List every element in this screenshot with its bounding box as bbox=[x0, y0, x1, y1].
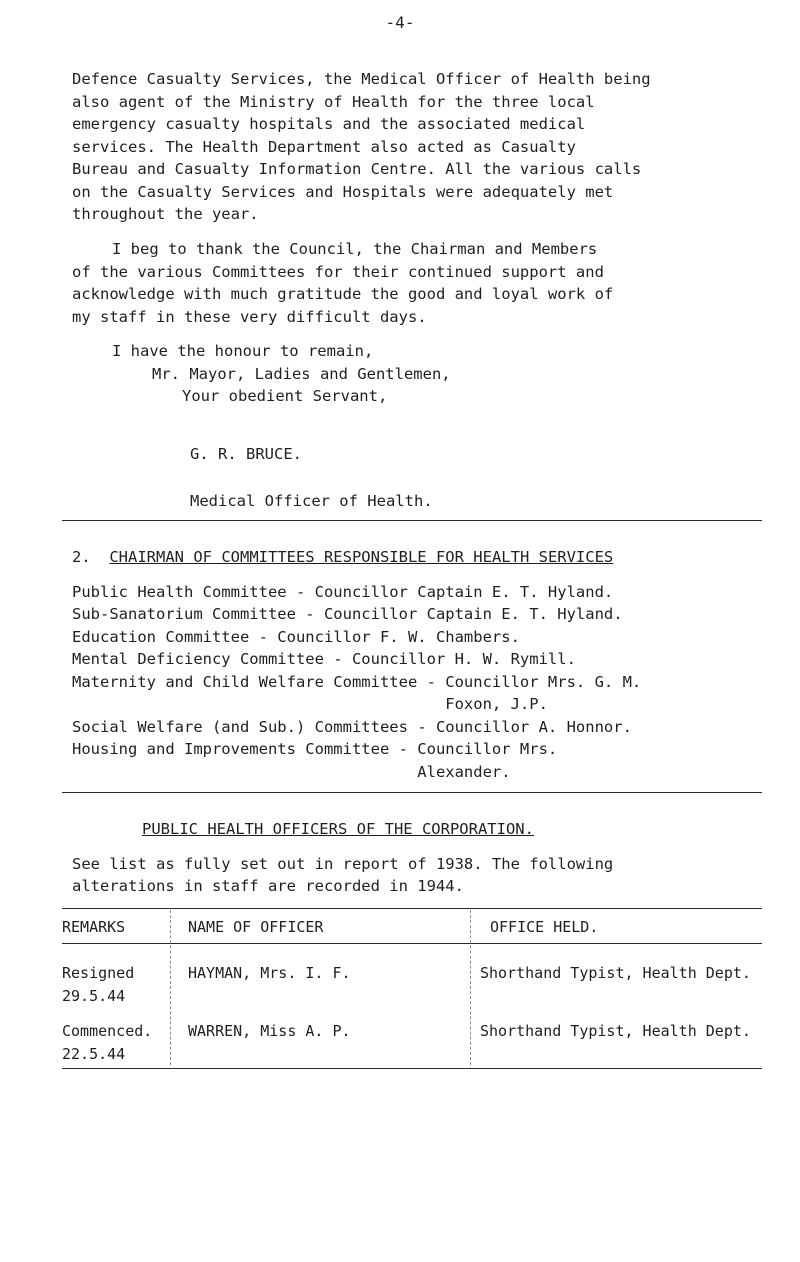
committee-line: Public Health Committee - Councillor Captain E. T. Hyland. bbox=[72, 582, 614, 601]
text-line: services. The Health Department also acted as Casualty bbox=[72, 137, 576, 156]
text-line: acknowledge with much gratitude the good and loyal work of bbox=[72, 285, 614, 303]
section-2 bbox=[72, 546, 752, 783]
row-remark-date: 29.5.44 bbox=[62, 987, 126, 1005]
closing-line: I have the honour to remain, bbox=[112, 342, 374, 360]
column-divider bbox=[170, 910, 171, 1065]
row-office-held: Shorthand Typist, Health Dept. bbox=[480, 1022, 751, 1040]
committee-line: Mental Deficiency Committee - Councillor H. W. Rymill. bbox=[72, 650, 576, 668]
committee-line: Sub-Sanatorium Committee - Councillor Captain E. T. Hyland. bbox=[72, 605, 623, 623]
officers-text: alterations in staff are recorded in 1944. bbox=[72, 877, 464, 895]
closing-line: Your obedient Servant, bbox=[182, 387, 388, 405]
row-office-held: Shorthand Typist, Health Dept. bbox=[480, 964, 751, 982]
signature-block bbox=[72, 443, 752, 512]
header-remarks: REMARKS bbox=[62, 918, 126, 936]
text-line: Bureau and Casualty Information Centre. All the various calls bbox=[72, 160, 642, 178]
row-remark: Resigned bbox=[62, 964, 135, 982]
closing-line: Mr. Mayor, Ladies and Gentlemen, bbox=[152, 364, 451, 383]
table-top-rule bbox=[62, 908, 762, 909]
header-name: NAME OF OFFICER bbox=[188, 918, 324, 936]
row-remark-date: 22.5.44 bbox=[62, 1045, 126, 1063]
committee-line: Maternity and Child Welfare Committee - Councillor Mrs. G. M. bbox=[72, 672, 642, 691]
committee-line: Foxon, J.P. bbox=[72, 695, 548, 713]
officers-text: See list as fully set out in report of 1938. The following bbox=[72, 854, 614, 873]
section-number: 2. bbox=[72, 548, 91, 566]
text-line: Defence Casualty Services, the Medical Officer of Health being bbox=[72, 70, 651, 88]
table-bottom-rule bbox=[62, 1068, 762, 1069]
officers-section bbox=[72, 818, 752, 898]
text-line: also agent of the Ministry of Health for the three local bbox=[72, 92, 595, 111]
committee-line: Housing and Improvements Committee - Councillor Mrs. bbox=[72, 740, 558, 758]
intro-paragraph bbox=[72, 68, 752, 226]
divider bbox=[62, 520, 762, 521]
text-line: throughout the year. bbox=[72, 205, 259, 223]
section-heading bbox=[72, 546, 752, 569]
text-line: emergency casualty hospitals and the associated medical bbox=[72, 115, 586, 133]
committee-line: Alexander. bbox=[72, 762, 511, 781]
officers-heading bbox=[72, 818, 752, 841]
row-officer-name: HAYMAN, Mrs. I. F. bbox=[188, 964, 351, 982]
section-title: CHAIRMAN OF COMMITTEES RESPONSIBLE FOR HEALTH SERVICES bbox=[109, 548, 614, 566]
committee-line: Education Committee - Councillor F. W. Chambers. bbox=[72, 627, 520, 646]
officers-heading-text: PUBLIC HEALTH OFFICERS OF THE CORPORATION. bbox=[142, 820, 534, 838]
text-line: on the Casualty Services and Hospitals were adequately met bbox=[72, 182, 614, 201]
signature-name: G. R. BRUCE. bbox=[190, 445, 302, 463]
closing-block bbox=[72, 340, 752, 408]
row-officer-name: WARREN, Miss A. P. bbox=[188, 1022, 351, 1040]
text-line: my staff in these very difficult days. bbox=[72, 307, 427, 326]
committee-line: Social Welfare (and Sub.) Committees - Councillor A. Honnor. bbox=[72, 717, 632, 736]
thanks-paragraph bbox=[72, 238, 752, 328]
row-remark: Commenced. bbox=[62, 1022, 153, 1040]
text-line: of the various Committees for their continued support and bbox=[72, 262, 604, 281]
divider bbox=[62, 792, 762, 793]
page-number: -4- bbox=[385, 13, 415, 32]
table-header-rule bbox=[62, 943, 762, 944]
column-divider bbox=[470, 910, 471, 1065]
text-line: I beg to thank the Council, the Chairman and Members bbox=[112, 240, 598, 258]
header-office: OFFICE HELD. bbox=[490, 918, 599, 936]
committee-list bbox=[72, 581, 752, 784]
signature-title: Medical Officer of Health. bbox=[190, 491, 433, 510]
